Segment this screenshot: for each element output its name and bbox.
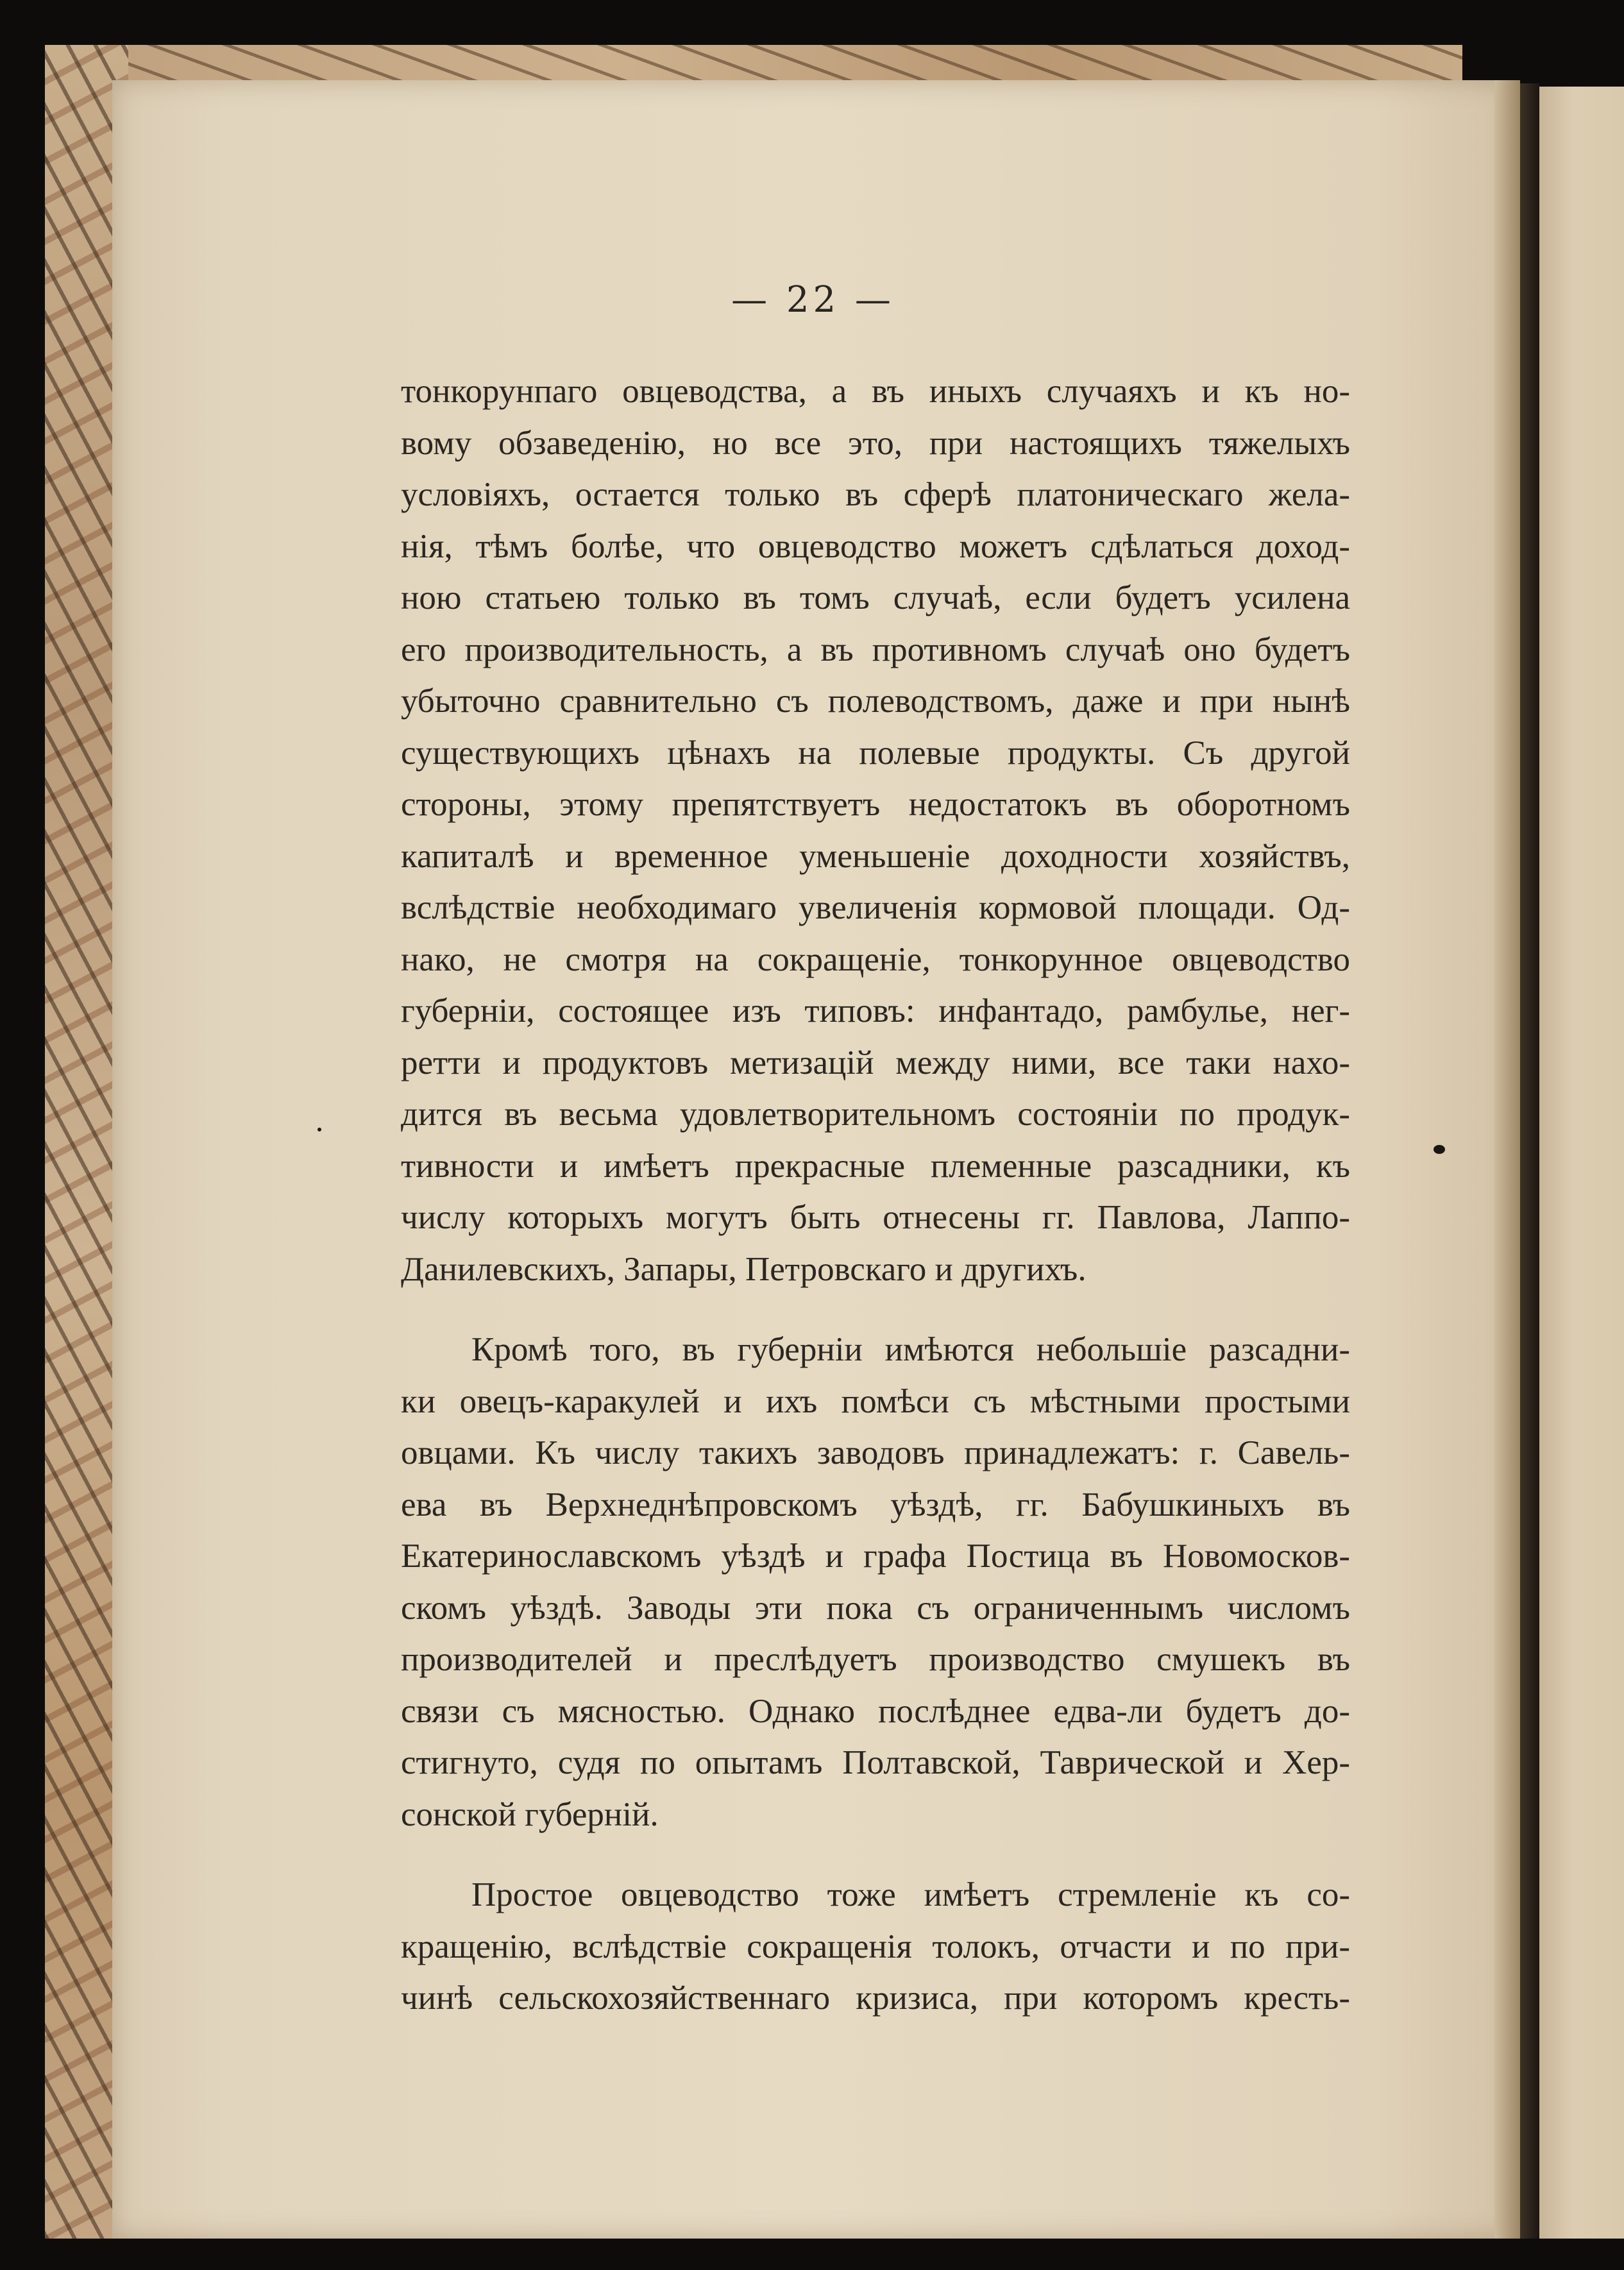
text-line: чинѣ сельскохозяйственнаго кризиса, при которомъ кресть- [401,1979,1350,2017]
paragraph-3 [401,1869,1350,2024]
text-line: ною статьею только въ томъ случаѣ, если будетъ усилена [401,579,1350,616]
text-line: связи съ мясностью. Однако послѣднее едва-ли будетъ до- [401,1692,1350,1730]
text-line: нако, не смотря на сокращеніе, тонкорунное овцеводство [401,940,1350,978]
text-line: нія, тѣмъ болѣе, что овцеводство можетъ сдѣлаться доход- [401,527,1350,565]
text-line: Простое овцеводство тоже имѣетъ стремленіе къ со- [471,1876,1350,1913]
text-line: убыточно сравнительно съ полеводствомъ, даже и при нынѣ [401,682,1350,720]
text-line: тивности и имѣетъ прекрасные племенные разсадники, къ [401,1147,1350,1185]
ink-speck [317,1128,321,1131]
page-text-block [401,366,1350,2024]
text-line: капиталѣ и временное уменьшеніе доходности хозяйствъ, [401,837,1350,875]
ink-speck [1434,1145,1445,1154]
text-line: овцами. Къ числу такихъ заводовъ принадлежатъ: г. Савель- [401,1434,1350,1471]
text-line: его производительность, а въ противномъ случаѣ оно будетъ [401,631,1350,668]
paragraph-1 [401,366,1350,1295]
text-line: сонской губерній. [401,1795,659,1833]
page-edge-shadow [1494,80,1520,2239]
paragraph-gap [401,1295,1350,1324]
book-gutter [1520,83,1539,2239]
text-line: губерніи, состоящее изъ типовъ: инфантадо, рамбулье, нег- [401,992,1350,1029]
text-line: стороны, этому препятствуетъ недостатокъ въ оборотномъ [401,786,1350,823]
text-line: ки овецъ-каракулей и ихъ помѣси съ мѣстными простыми [401,1382,1350,1420]
text-line: ева въ Верхнеднѣпровскомъ уѣздѣ, гг. Бабушкиныхъ въ [401,1486,1350,1523]
text-line: ретти и продуктовъ метизацій между ними, все таки нахо- [401,1044,1350,1081]
text-line: числу которыхъ могутъ быть отнесены гг. Павлова, Лаппо- [401,1199,1350,1236]
text-line: Кромѣ того, въ губерніи имѣются небольшіе разсадни- [471,1331,1350,1368]
text-line: существующихъ цѣнахъ на полевые продукты. Съ другой [401,734,1350,772]
text-line: вслѣдствіе необходимаго увеличенія кормовой площади. Од- [401,889,1350,926]
text-line: кращенію, вслѣдствіе сокращенія толокъ, отчасти и по при- [401,1927,1350,1965]
text-line: дится въ весьма удовлетворительномъ состояніи по продук- [401,1096,1350,1133]
text-line: Данилевскихъ, Запары, Петровскаго и другихъ. [401,1250,1087,1288]
text-line: Екатеринославскомъ уѣздѣ и графа Постица въ Новомосков- [401,1537,1350,1575]
text-line: стигнуто, судя по опытамъ Полтавской, Таврической и Хер- [401,1744,1350,1781]
text-line: условіяхъ, остается только въ сферѣ платоническаго жела- [401,476,1350,513]
text-line: вому обзаведенію, но все это, при настоящихъ тяжелыхъ [401,424,1350,462]
text-line: тонкорунпаго овцеводства, а въ иныхъ случаяхъ и къ но- [401,373,1350,410]
paragraph-gap [401,1840,1350,1869]
page-number: — 22 — [731,279,895,321]
paragraph-2 [401,1324,1350,1840]
text-line: производителей и преслѣдуетъ производство смушекъ въ [401,1641,1350,1678]
text-line: скомъ уѣздѣ. Заводы эти пока съ ограниченнымъ числомъ [401,1589,1350,1627]
facing-page-edge [1539,87,1624,2239]
